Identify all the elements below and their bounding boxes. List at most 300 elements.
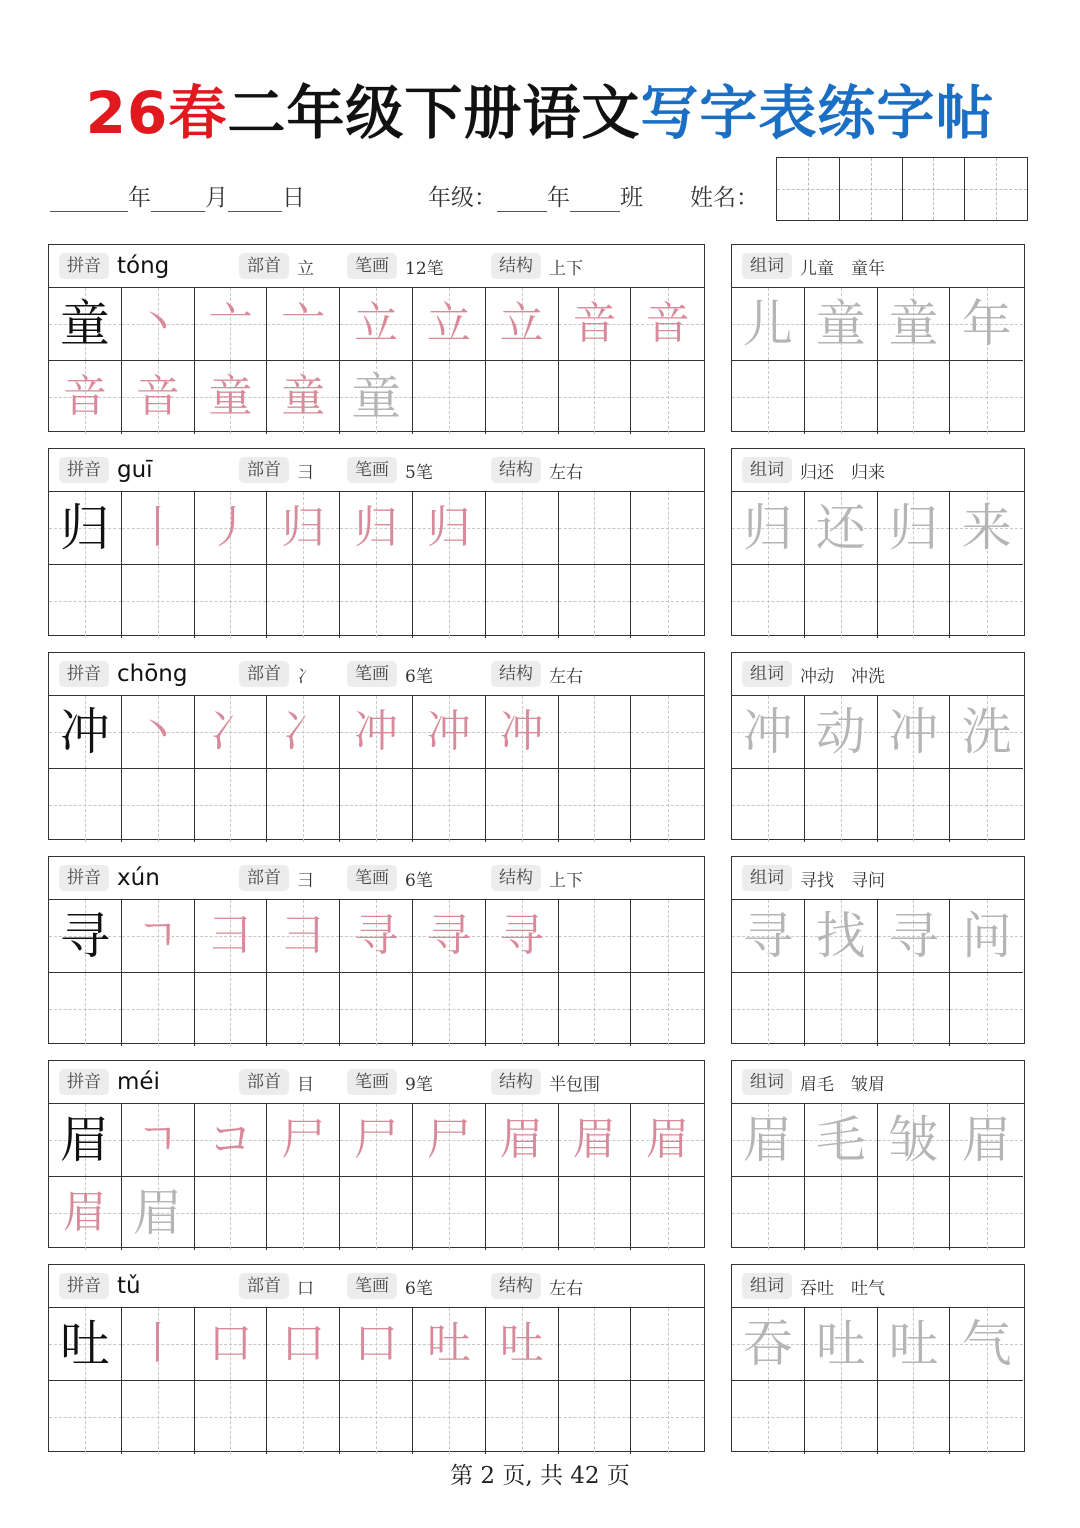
main-character: 眉 xyxy=(59,1110,110,1169)
year-blank[interactable] xyxy=(50,189,128,212)
structure-value: 左右 xyxy=(549,666,583,687)
tian-cell[interactable] xyxy=(122,1308,195,1381)
tian-cell[interactable] xyxy=(122,1177,195,1250)
stroke-step: 口 xyxy=(354,1317,399,1369)
stroke-step: 童 xyxy=(208,371,253,423)
tian-cell[interactable] xyxy=(267,288,340,361)
word-trace-character: 还 xyxy=(815,498,866,557)
tian-cell[interactable] xyxy=(805,1104,878,1177)
tian-cell[interactable] xyxy=(631,288,704,361)
tian-cell[interactable] xyxy=(805,1381,878,1454)
grade-class-label: 班 xyxy=(620,185,643,211)
title-blue: 写字表练字帖 xyxy=(640,79,995,147)
stroke-step: ㄱ xyxy=(136,909,179,961)
word-trace-character: 洗 xyxy=(961,702,1012,761)
tian-cell[interactable] xyxy=(631,1177,704,1250)
day-blank[interactable] xyxy=(228,189,282,212)
stroke-step: 吐 xyxy=(426,1317,471,1369)
tian-cell[interactable] xyxy=(340,973,413,1046)
tian-cell[interactable] xyxy=(49,900,122,973)
tian-cell[interactable] xyxy=(195,769,268,842)
tian-cell[interactable] xyxy=(267,769,340,842)
char-info-header xyxy=(49,449,704,492)
word-trace-character: 寻 xyxy=(888,906,939,965)
word-trace-character: 儿 xyxy=(742,294,793,353)
tian-cell[interactable] xyxy=(122,696,195,769)
word-practice-box xyxy=(731,244,1025,432)
tian-cell[interactable] xyxy=(340,1308,413,1381)
tian-cell[interactable] xyxy=(413,1104,486,1177)
stroke-step: 丨 xyxy=(135,1317,180,1369)
strokes-tag: 笔画 xyxy=(347,1069,397,1095)
tian-cell[interactable] xyxy=(267,361,340,434)
character-block xyxy=(48,652,1025,842)
tian-cell[interactable] xyxy=(950,1104,1023,1177)
grade-field xyxy=(428,179,643,212)
stroke-step: 归 xyxy=(354,501,399,553)
stroke-step: 冲 xyxy=(354,705,399,757)
tian-cell[interactable] xyxy=(122,1104,195,1177)
stroke-practice-box xyxy=(48,244,705,432)
tian-cell[interactable] xyxy=(413,1308,486,1381)
tian-cell[interactable] xyxy=(878,565,951,638)
stroke-step: 眉 xyxy=(499,1113,544,1165)
tian-cell[interactable] xyxy=(950,900,1023,973)
tian-cell[interactable] xyxy=(878,1177,951,1250)
tian-cell[interactable] xyxy=(486,1177,559,1250)
tian-cell[interactable] xyxy=(950,288,1023,361)
stroke-step: 音 xyxy=(62,371,107,423)
tian-cell[interactable] xyxy=(559,288,632,361)
word-grid xyxy=(732,900,1023,1046)
structure-value: 左右 xyxy=(549,462,583,483)
tian-cell[interactable] xyxy=(267,696,340,769)
stroke-step: 口 xyxy=(208,1317,253,1369)
character-block xyxy=(48,448,1025,638)
tian-cell[interactable] xyxy=(267,1381,340,1454)
word-trace-character: 动 xyxy=(815,702,866,761)
tian-cell[interactable] xyxy=(631,565,704,638)
tian-cell[interactable] xyxy=(486,1381,559,1454)
tian-cell[interactable] xyxy=(195,1104,268,1177)
radical-value: 彐 xyxy=(297,870,314,891)
word-grid xyxy=(732,1308,1023,1454)
tian-cell[interactable] xyxy=(805,1308,878,1381)
tian-cell[interactable] xyxy=(486,696,559,769)
tian-cell[interactable] xyxy=(805,973,878,1046)
tian-cell[interactable] xyxy=(631,900,704,973)
tian-cell[interactable] xyxy=(559,1104,632,1177)
tian-cell[interactable] xyxy=(732,973,805,1046)
tian-cell[interactable] xyxy=(340,288,413,361)
month-blank[interactable] xyxy=(151,189,205,212)
radical-tag: 部首 xyxy=(239,253,289,279)
stroke-step: 冫 xyxy=(208,705,253,757)
character-block xyxy=(48,1264,1025,1454)
tian-cell[interactable] xyxy=(486,565,559,638)
char-info-header xyxy=(49,857,704,900)
word-trace-character: 眉 xyxy=(742,1110,793,1169)
words-value: 寻找 寻问 xyxy=(800,870,885,891)
pinyin-tag: 拼音 xyxy=(59,253,109,279)
stroke-grid xyxy=(49,696,704,842)
tian-cell[interactable] xyxy=(195,973,268,1046)
tian-cell[interactable] xyxy=(49,1177,122,1250)
tian-cell[interactable] xyxy=(413,1381,486,1454)
tian-cell[interactable] xyxy=(195,492,268,565)
tian-cell[interactable] xyxy=(486,769,559,842)
grade-year-blank[interactable] xyxy=(497,189,547,212)
tian-cell[interactable] xyxy=(950,696,1023,769)
page-number: 第 2 页, 共 42 页 xyxy=(450,1463,630,1489)
stroke-grid xyxy=(49,900,704,1046)
structure-value: 半包围 xyxy=(549,1074,600,1095)
radical-tag: 部首 xyxy=(239,1273,289,1299)
tian-cell[interactable] xyxy=(267,1308,340,1381)
month-label: 月 xyxy=(205,185,228,211)
tian-cell[interactable] xyxy=(805,900,878,973)
tian-cell[interactable] xyxy=(878,900,951,973)
word-trace-character: 吐 xyxy=(815,1314,866,1373)
name-boxes[interactable] xyxy=(776,157,1028,221)
tian-cell[interactable] xyxy=(49,492,122,565)
tian-cell[interactable] xyxy=(732,696,805,769)
tian-cell[interactable] xyxy=(122,492,195,565)
tian-cell[interactable] xyxy=(413,769,486,842)
words-header xyxy=(732,653,1024,696)
words-header xyxy=(732,245,1024,288)
stroke-step: 亠 xyxy=(208,297,253,349)
tian-cell[interactable] xyxy=(878,1104,951,1177)
radical-value: 立 xyxy=(297,258,314,279)
tian-cell[interactable] xyxy=(195,696,268,769)
tian-cell[interactable] xyxy=(805,492,878,565)
title-black: 二年级下册语文 xyxy=(227,79,641,147)
tian-cell[interactable] xyxy=(950,361,1023,434)
words-tag: 组词 xyxy=(742,253,792,279)
tian-cell[interactable] xyxy=(631,492,704,565)
words-value: 眉毛 皱眉 xyxy=(800,1074,885,1095)
tian-cell[interactable] xyxy=(805,1177,878,1250)
word-trace-character: 气 xyxy=(961,1314,1012,1373)
tian-cell[interactable] xyxy=(950,1308,1023,1381)
tian-cell[interactable] xyxy=(340,769,413,842)
stroke-step: 彐 xyxy=(281,909,326,961)
tian-cell[interactable] xyxy=(631,696,704,769)
structure-tag: 结构 xyxy=(491,1273,541,1299)
tian-cell[interactable] xyxy=(340,1104,413,1177)
word-trace-character: 冲 xyxy=(742,702,793,761)
pinyin-tag: 拼音 xyxy=(59,1069,109,1095)
tian-cell[interactable] xyxy=(559,492,632,565)
tian-cell[interactable] xyxy=(413,1177,486,1250)
structure-tag: 结构 xyxy=(491,457,541,483)
tian-cell[interactable] xyxy=(631,1308,704,1381)
tian-cell[interactable] xyxy=(413,565,486,638)
tian-cell[interactable] xyxy=(732,1177,805,1250)
radical-tag: 部首 xyxy=(239,865,289,891)
radical-tag: 部首 xyxy=(239,1069,289,1095)
tian-cell[interactable] xyxy=(631,1381,704,1454)
name-box[interactable] xyxy=(903,158,966,220)
stroke-step: 彐 xyxy=(208,909,253,961)
tian-cell[interactable] xyxy=(950,973,1023,1046)
tian-cell[interactable] xyxy=(413,288,486,361)
character-block xyxy=(48,244,1025,434)
tian-cell[interactable] xyxy=(49,1104,122,1177)
stroke-step: 立 xyxy=(499,297,544,349)
tian-cell[interactable] xyxy=(878,288,951,361)
words-tag: 组词 xyxy=(742,1069,792,1095)
grade-class-blank[interactable] xyxy=(570,189,620,212)
name-box[interactable] xyxy=(840,158,903,220)
words-tag: 组词 xyxy=(742,661,792,687)
title-red: 26春 xyxy=(85,79,228,147)
stroke-step: 音 xyxy=(572,297,617,349)
structure-value: 上下 xyxy=(549,870,583,891)
structure-value: 上下 xyxy=(549,258,583,279)
word-grid xyxy=(732,492,1023,638)
stroke-step: 丶 xyxy=(135,297,180,349)
structure-tag: 结构 xyxy=(491,1069,541,1095)
tian-cell[interactable] xyxy=(267,973,340,1046)
pinyin-value: méi xyxy=(117,1069,160,1095)
radical-tag: 部首 xyxy=(239,457,289,483)
tian-cell[interactable] xyxy=(950,492,1023,565)
tian-cell[interactable] xyxy=(195,1177,268,1250)
pinyin-tag: 拼音 xyxy=(59,661,109,687)
tian-cell[interactable] xyxy=(122,900,195,973)
tian-cell[interactable] xyxy=(732,361,805,434)
tian-cell[interactable] xyxy=(267,1177,340,1250)
tian-cell[interactable] xyxy=(340,565,413,638)
words-value: 儿童 童年 xyxy=(800,258,885,279)
tian-cell[interactable] xyxy=(486,1308,559,1381)
tian-cell[interactable] xyxy=(413,361,486,434)
tian-cell[interactable] xyxy=(732,492,805,565)
stroke-step: 立 xyxy=(354,297,399,349)
words-tag: 组词 xyxy=(742,457,792,483)
stroke-grid xyxy=(49,492,704,638)
tian-cell[interactable] xyxy=(267,900,340,973)
tian-cell[interactable] xyxy=(878,361,951,434)
tian-cell[interactable] xyxy=(49,769,122,842)
word-trace-character: 问 xyxy=(961,906,1012,965)
tian-cell[interactable] xyxy=(732,565,805,638)
tian-cell[interactable] xyxy=(486,288,559,361)
tian-cell[interactable] xyxy=(340,361,413,434)
tian-cell[interactable] xyxy=(950,769,1023,842)
stroke-step: 音 xyxy=(645,297,690,349)
strokes-value: 6笔 xyxy=(405,870,433,891)
tian-cell[interactable] xyxy=(340,900,413,973)
word-grid xyxy=(732,696,1023,842)
structure-tag: 结构 xyxy=(491,253,541,279)
tian-cell[interactable] xyxy=(559,1177,632,1250)
tian-cell[interactable] xyxy=(195,361,268,434)
stroke-step: 立 xyxy=(426,297,471,349)
word-practice-box xyxy=(731,1060,1025,1248)
tian-cell[interactable] xyxy=(732,1381,805,1454)
structure-tag: 结构 xyxy=(491,661,541,687)
tian-cell[interactable] xyxy=(732,288,805,361)
tian-cell[interactable] xyxy=(950,1381,1023,1454)
main-character: 寻 xyxy=(59,906,110,965)
tian-cell[interactable] xyxy=(559,696,632,769)
radical-value: 口 xyxy=(297,1278,314,1299)
tian-cell[interactable] xyxy=(49,973,122,1046)
tian-cell[interactable] xyxy=(805,361,878,434)
tian-cell[interactable] xyxy=(486,492,559,565)
word-trace-character: 来 xyxy=(961,498,1012,557)
tian-cell[interactable] xyxy=(413,900,486,973)
word-practice-box xyxy=(731,652,1025,840)
words-tag: 组词 xyxy=(742,1273,792,1299)
tian-cell[interactable] xyxy=(559,769,632,842)
pinyin-value: xún xyxy=(117,865,160,891)
main-character: 冲 xyxy=(59,702,110,761)
tian-cell[interactable] xyxy=(122,769,195,842)
tian-cell[interactable] xyxy=(732,1308,805,1381)
tian-cell[interactable] xyxy=(122,973,195,1046)
grade-year-label: 年 xyxy=(547,185,570,211)
tian-cell[interactable] xyxy=(195,1381,268,1454)
stroke-step: 丿 xyxy=(208,501,253,553)
tian-cell[interactable] xyxy=(195,900,268,973)
tian-cell[interactable] xyxy=(878,1308,951,1381)
tian-cell[interactable] xyxy=(49,361,122,434)
tian-cell[interactable] xyxy=(486,973,559,1046)
stroke-step: 寻 xyxy=(426,909,471,961)
tian-cell[interactable] xyxy=(559,565,632,638)
tian-cell[interactable] xyxy=(49,288,122,361)
tian-cell[interactable] xyxy=(49,696,122,769)
tian-cell[interactable] xyxy=(267,1104,340,1177)
tian-cell[interactable] xyxy=(805,696,878,769)
stroke-step: 归 xyxy=(426,501,471,553)
tian-cell[interactable] xyxy=(631,769,704,842)
char-info-header xyxy=(49,653,704,696)
stroke-practice-box xyxy=(48,448,705,636)
stroke-step: 寻 xyxy=(354,909,399,961)
tian-cell[interactable] xyxy=(122,361,195,434)
tian-cell[interactable] xyxy=(486,361,559,434)
trace-character: 童 xyxy=(351,368,402,427)
day-label: 日 xyxy=(282,185,305,211)
tian-cell[interactable] xyxy=(878,769,951,842)
stroke-step: 尸 xyxy=(281,1113,326,1165)
strokes-value: 9笔 xyxy=(405,1074,433,1095)
stroke-step: 丨 xyxy=(135,501,180,553)
tian-cell[interactable] xyxy=(486,1104,559,1177)
words-header xyxy=(732,1061,1024,1104)
tian-cell[interactable] xyxy=(732,1104,805,1177)
tian-cell[interactable] xyxy=(122,1381,195,1454)
tian-cell[interactable] xyxy=(631,361,704,434)
stroke-step: 寻 xyxy=(499,909,544,961)
stroke-step: 归 xyxy=(281,501,326,553)
word-trace-character: 毛 xyxy=(815,1110,866,1169)
tian-cell[interactable] xyxy=(195,288,268,361)
tian-cell[interactable] xyxy=(805,565,878,638)
structure-value: 左右 xyxy=(549,1278,583,1299)
tian-cell[interactable] xyxy=(732,900,805,973)
tian-cell[interactable] xyxy=(267,565,340,638)
word-trace-character: 童 xyxy=(888,294,939,353)
tian-cell[interactable] xyxy=(340,1381,413,1454)
tian-cell[interactable] xyxy=(878,973,951,1046)
tian-cell[interactable] xyxy=(413,973,486,1046)
words-value: 归还 归来 xyxy=(800,462,885,483)
tian-cell[interactable] xyxy=(195,1308,268,1381)
word-trace-character: 找 xyxy=(815,906,866,965)
tian-cell[interactable] xyxy=(49,1308,122,1381)
tian-cell[interactable] xyxy=(950,1177,1023,1250)
pinyin-value: tóng xyxy=(117,253,170,279)
tian-cell[interactable] xyxy=(631,973,704,1046)
tian-cell[interactable] xyxy=(559,361,632,434)
info-row xyxy=(50,175,1030,215)
word-practice-box xyxy=(731,1264,1025,1452)
stroke-step: 眉 xyxy=(645,1113,690,1165)
character-block xyxy=(48,1060,1025,1250)
tian-cell[interactable] xyxy=(559,973,632,1046)
tian-cell[interactable] xyxy=(122,288,195,361)
tian-cell[interactable] xyxy=(267,492,340,565)
tian-cell[interactable] xyxy=(340,492,413,565)
tian-cell[interactable] xyxy=(631,1104,704,1177)
tian-cell[interactable] xyxy=(559,1308,632,1381)
tian-cell[interactable] xyxy=(413,696,486,769)
tian-cell[interactable] xyxy=(559,1381,632,1454)
name-box[interactable] xyxy=(965,158,1027,220)
name-box[interactable] xyxy=(777,158,840,220)
char-info-header xyxy=(49,245,704,288)
tian-cell[interactable] xyxy=(950,565,1023,638)
tian-cell[interactable] xyxy=(49,565,122,638)
strokes-tag: 笔画 xyxy=(347,457,397,483)
tian-cell[interactable] xyxy=(340,1177,413,1250)
strokes-tag: 笔画 xyxy=(347,253,397,279)
word-trace-character: 童 xyxy=(815,294,866,353)
words-value: 冲动 冲洗 xyxy=(800,666,885,687)
stroke-step: 口 xyxy=(281,1317,326,1369)
tian-cell[interactable] xyxy=(878,696,951,769)
stroke-step: 冲 xyxy=(499,705,544,757)
tian-cell[interactable] xyxy=(486,900,559,973)
tian-cell[interactable] xyxy=(805,769,878,842)
stroke-step: 尸 xyxy=(426,1113,471,1165)
tian-cell[interactable] xyxy=(413,492,486,565)
word-trace-character: 寻 xyxy=(742,906,793,965)
radical-tag: 部首 xyxy=(239,661,289,687)
tian-cell[interactable] xyxy=(805,288,878,361)
trace-character: 眉 xyxy=(132,1184,183,1243)
tian-cell[interactable] xyxy=(49,1381,122,1454)
stroke-step: 冲 xyxy=(426,705,471,757)
tian-cell[interactable] xyxy=(559,900,632,973)
year-label: 年 xyxy=(128,185,151,211)
word-trace-character: 吐 xyxy=(888,1314,939,1373)
tian-cell[interactable] xyxy=(340,696,413,769)
tian-cell[interactable] xyxy=(878,492,951,565)
tian-cell[interactable] xyxy=(122,565,195,638)
tian-cell[interactable] xyxy=(195,565,268,638)
tian-cell[interactable] xyxy=(732,769,805,842)
char-info-header xyxy=(49,1265,704,1308)
stroke-step: 眉 xyxy=(62,1187,107,1239)
tian-cell[interactable] xyxy=(878,1381,951,1454)
